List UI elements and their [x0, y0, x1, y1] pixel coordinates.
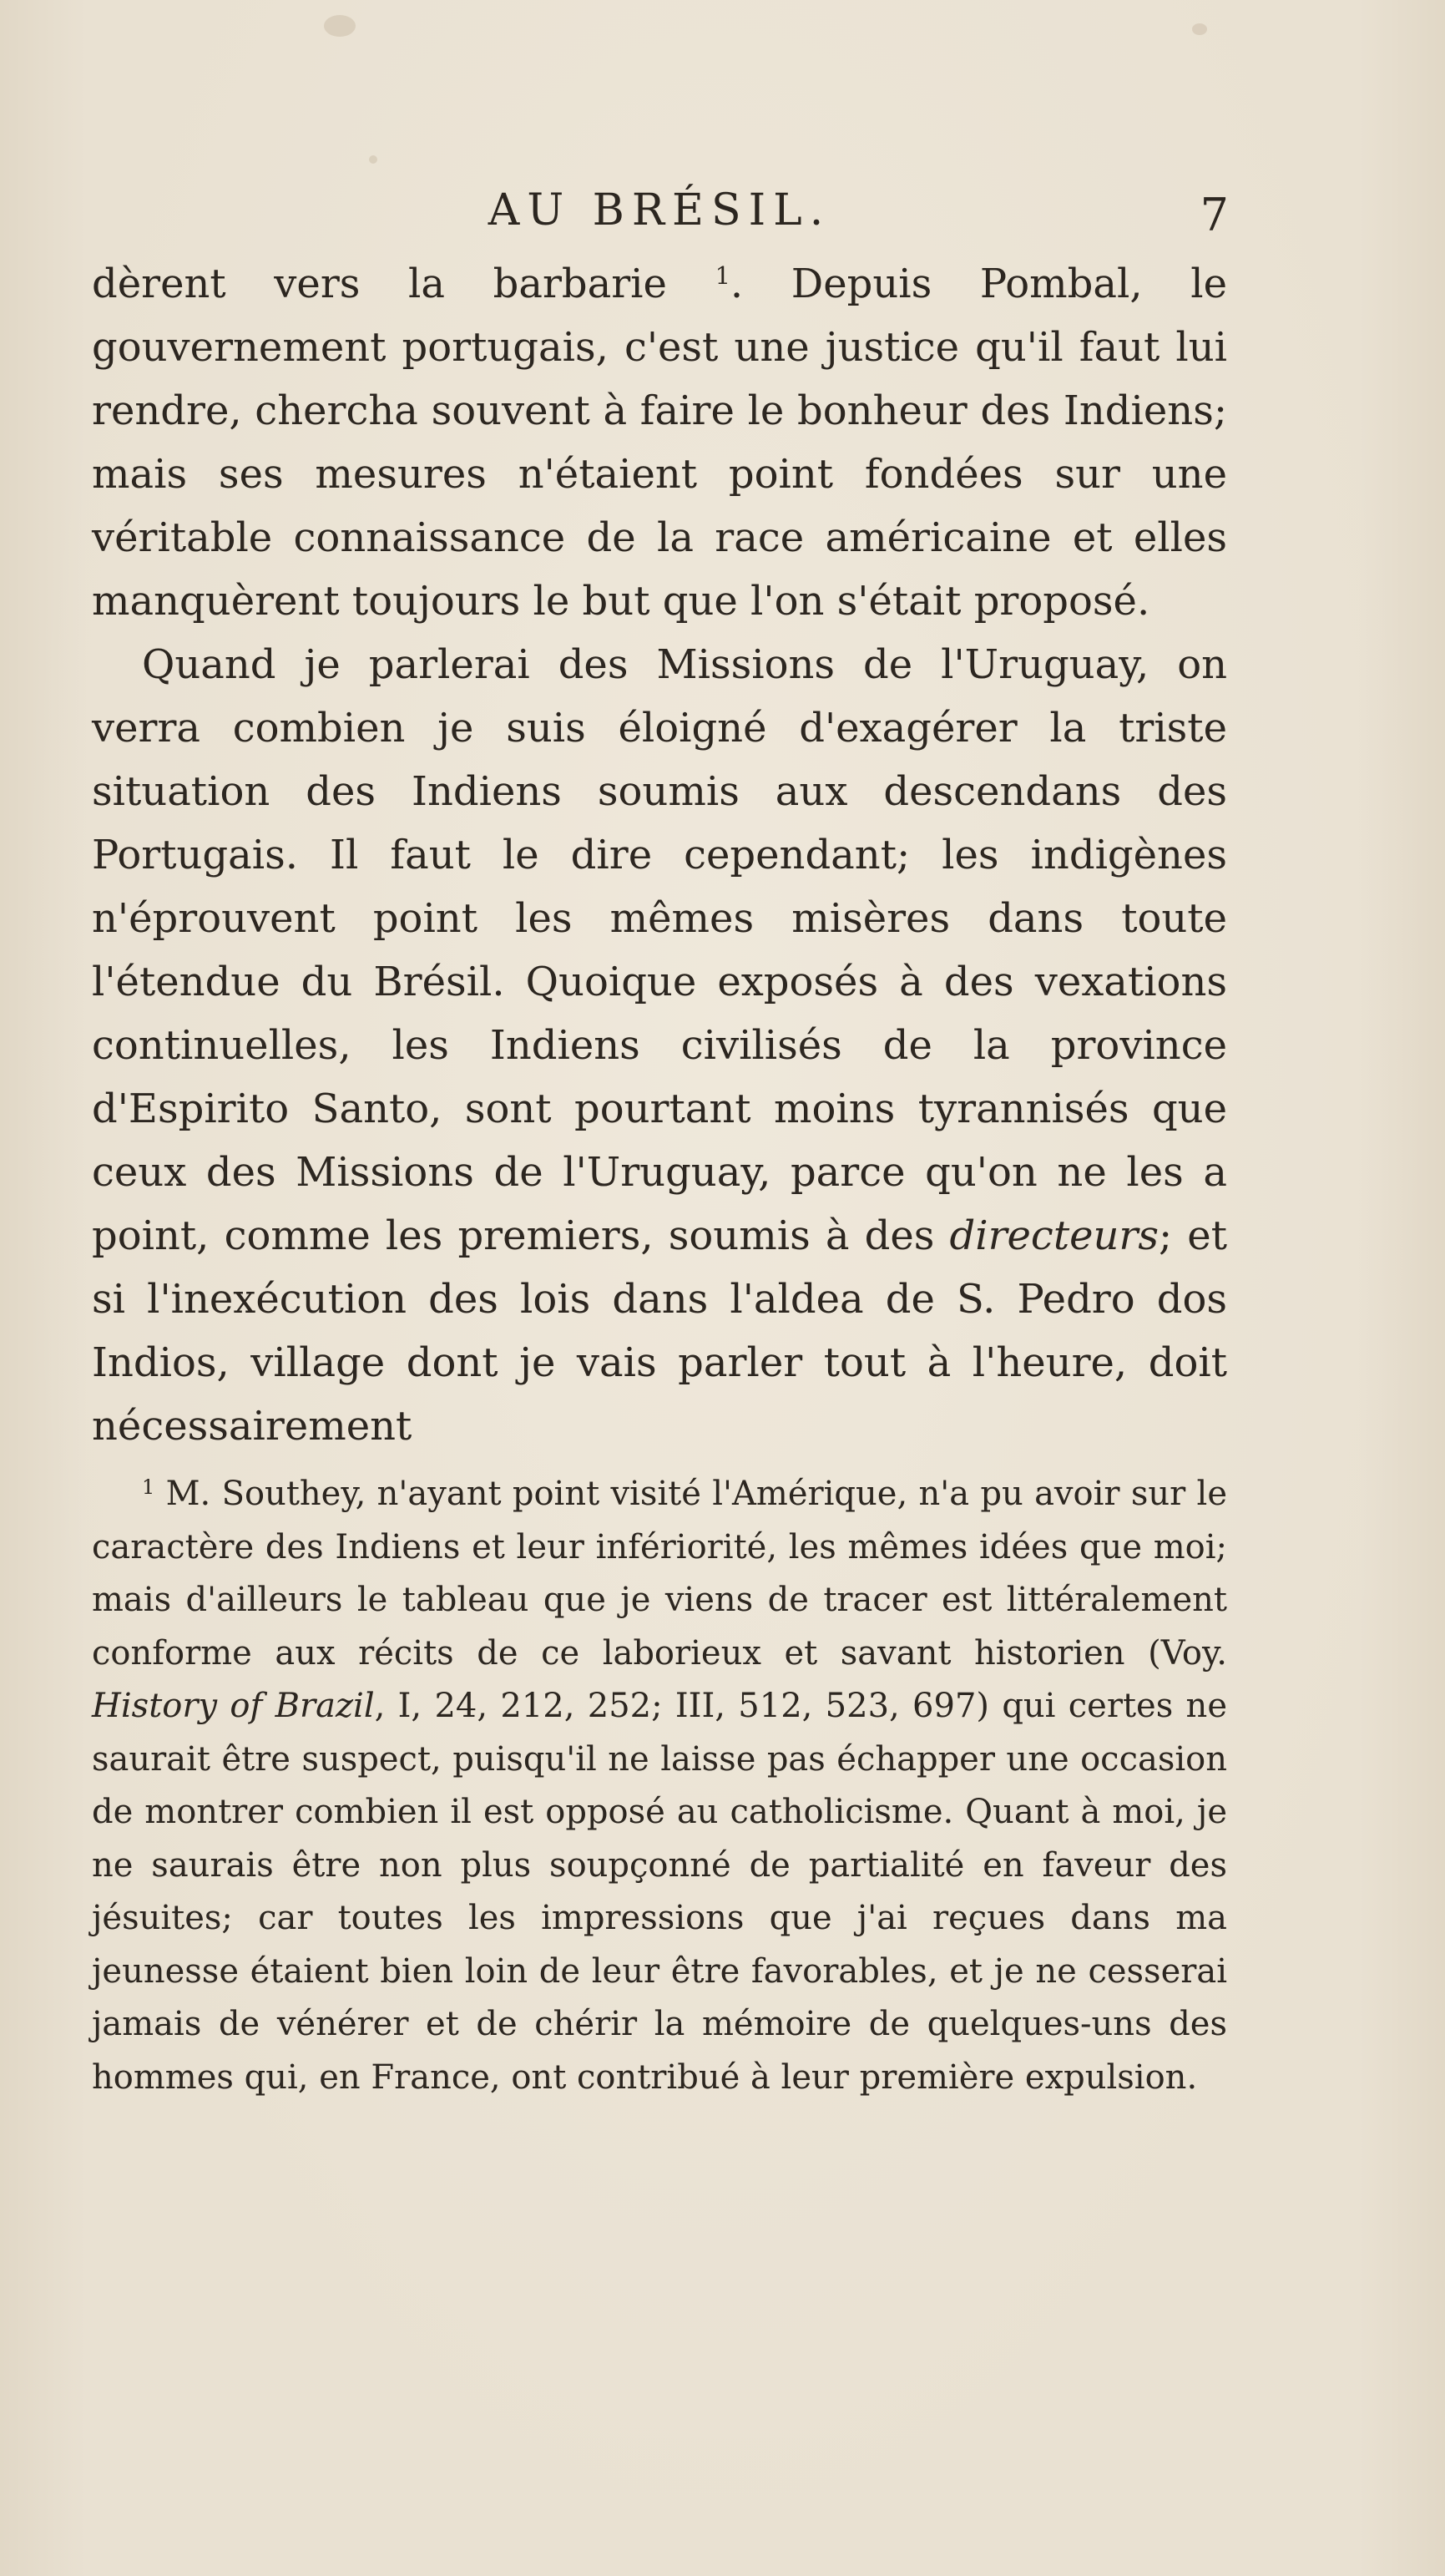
- footnote-mark: 1: [142, 1475, 155, 1499]
- page-number: 7: [1200, 189, 1229, 241]
- running-head: AU BRÉSIL.: [488, 185, 831, 235]
- page-header: [92, 185, 1227, 244]
- paper-stain: [324, 15, 356, 37]
- footnote-text: M. Southey, n'ayant point visité l'Amérique, n'a pu avoir sur le caractère des Indiens et leur infériorité, les mêmes idées que moi; mais d'ailleurs le tableau que je viens de tracer est littéralement conforme aux récits de ce laborieux et savant historien (Voy.: [92, 1475, 1227, 1673]
- footnote-block: [92, 1468, 1227, 2104]
- paper-stain: [1192, 23, 1207, 35]
- paragraph-text: Quand je parlerai des Missions de l'Uruguay, on verra combien je suis éloigné d'exagérer la triste situation des Indiens soumis aux descendans des Portugais. Il faut le dire cependant; les indigènes n'éprouvent point les mêmes misères dans toute l'étendue du Brésil. Quoique exposés à des vexations continuelles, les Indiens civilisés de la province d'Espirito Santo, sont pourtant moins tyrannisés que ceux des Missions de l'Uruguay, parce qu'on ne les a point, comme les premiers, soumis à des: [92, 641, 1227, 1259]
- book-title: History of Brazil: [92, 1687, 375, 1725]
- footnote: [92, 1468, 1227, 2104]
- paragraph: [92, 633, 1227, 1458]
- paragraph: [92, 252, 1227, 633]
- footnote-reference: 1: [715, 261, 730, 291]
- paragraph-text: ; et si l'inexécution des lois dans l'aldea de S. Pedro dos Indios, village dont je vais parler tout à l'heure, doit nécessairement: [92, 1212, 1227, 1450]
- paper-stain: [369, 155, 377, 164]
- main-text: [92, 252, 1227, 1458]
- footnote-text: , I, 24, 212, 252; III, 512, 523, 697) qui certes ne saurait être suspect, puisqu'il ne laisse pas échapper une occasion de montrer combien il est opposé au catholicisme. Quant à moi, je ne saurais être non plus soupçonné de partialité en faveur des jésuites; car toutes les impressions que j'ai reçues dans ma jeunesse étaient bien loin de leur être favorables, et je ne cesserai jamais de vénérer et de chérir la mémoire de quelques-uns des hommes qui, en France, ont contribué à leur première expulsion.: [92, 1687, 1227, 2097]
- italic-term: directeurs: [949, 1212, 1159, 1259]
- paragraph-text: . Depuis Pombal, le gouvernement portugais, c'est une justice qu'il faut lui rendre, chercha souvent à faire le bonheur des Indiens; mais ses mesures n'étaient point fondées sur une véritable connaissance de la race américaine et elles manquèrent toujours le but que l'on s'était proposé.: [92, 261, 1228, 625]
- paragraph-text: dèrent vers la barbarie: [92, 261, 667, 307]
